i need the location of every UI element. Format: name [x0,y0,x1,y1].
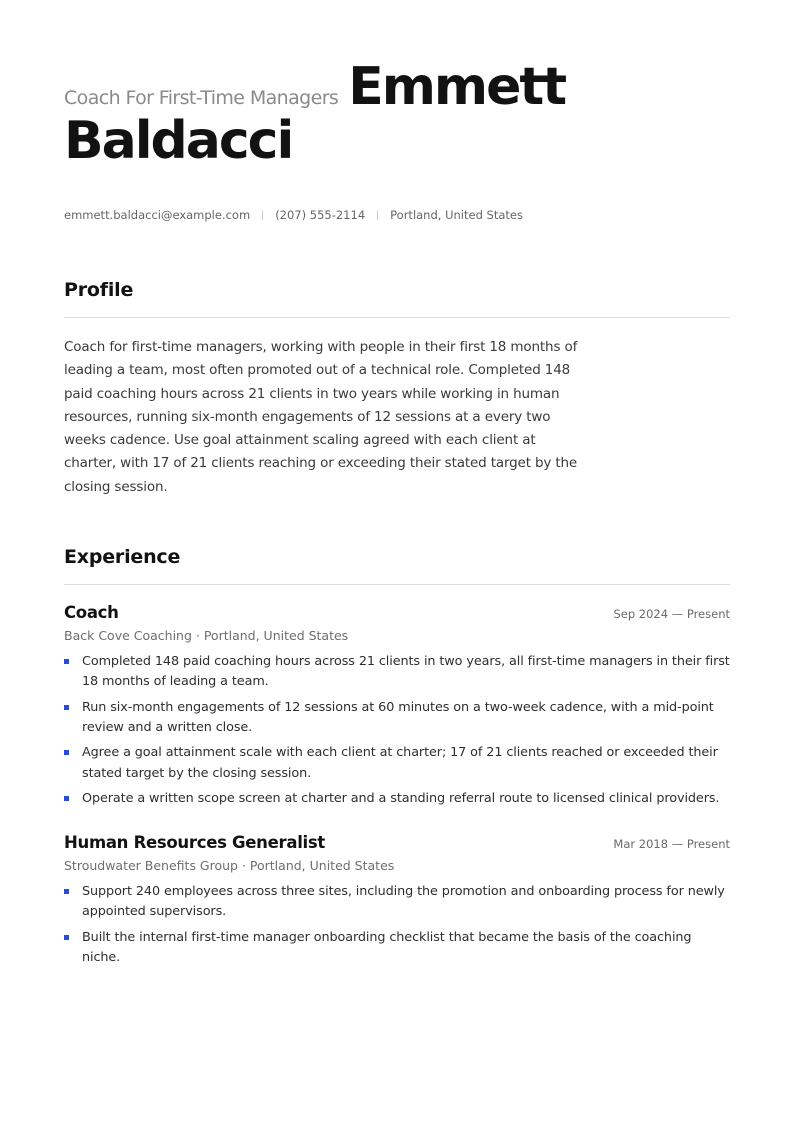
job-entry [64,833,730,968]
job-bullets [64,882,730,968]
job-organization: Back Cove Coaching · Portland, United States [64,628,349,644]
contact-bar [64,208,730,222]
bullet-square-icon [64,889,69,894]
experience-section [64,546,730,968]
bullet-square-icon [64,935,69,940]
title-line [64,57,730,117]
resume-header [64,57,730,171]
job-bullets [64,652,730,809]
bullet-square-icon [64,796,69,801]
bullet-square-icon [64,659,69,664]
contact-divider [262,210,263,220]
last-name: Baldacci [64,111,293,171]
contact-phone[interactable]: (207) 555-2114 [275,208,366,222]
profile-text: Coach for first-time managers, working with people in their first 18 months of leading a team, most often promoted out of a technical role. Completed 148 paid coaching hours across 21 clients in two years while working in human resources, running six-month engagements of 12 sessions at a every two weeks cadence. Use goal attainment scaling agreed with each client at charter, with 17 of 21 clients reaching or exceeding their stated target by the closing session. [64,339,578,495]
bullet-text: Support 240 employees across three sites, including the promotion and onboarding process for newly appointed supervisors. [82,884,725,920]
bullet-text: Run six-month engagements of 12 sessions at 60 minutes on a two-week cadence, with a mid-point review and a written close. [82,699,714,735]
profile-section [64,279,730,499]
job-header [64,833,730,852]
bullet-item [64,743,730,784]
bullet-item [64,789,730,809]
bullet-item [64,698,730,739]
job-title: Coach [64,603,119,623]
job-subtitle: Coach For First-Time Managers [64,87,339,109]
first-name: Emmett [348,57,566,117]
job-dates: Sep 2024 — Present [613,607,730,622]
contact-location: Portland, United States [390,208,523,222]
bullet-text: Operate a written scope screen at charter and a standing referral route to licensed clinical providers. [82,790,720,806]
job-dates: Mar 2018 — Present [613,837,730,852]
job-entry [64,603,730,809]
contact-email[interactable]: emmett.baldacci@example.com [64,208,251,222]
contact-divider [377,210,378,220]
job-header [64,603,730,622]
bullet-square-icon [64,705,69,710]
job-organization: Stroudwater Benefits Group · Portland, United States [64,858,395,874]
bullet-item [64,882,730,923]
bullet-square-icon [64,750,69,755]
bullet-item [64,928,730,969]
experience-heading: Experience [64,546,181,569]
bullet-text: Agree a goal attainment scale with each client at charter; 17 of 21 clients reached or exceeded their stated target by the closing session. [82,745,718,781]
section-divider [64,317,730,318]
bullet-text: Built the internal first-time manager onboarding checklist that became the basis of the coaching niche. [82,929,692,966]
bullet-text: Completed 148 paid coaching hours across 21 clients in two years, all first-time managers in their first 18 months of leading a team. [82,654,730,690]
bullet-item [64,652,730,693]
section-divider [64,584,730,585]
profile-heading: Profile [64,279,134,301]
job-title: Human Resources Generalist [64,833,326,853]
resume-page [64,57,730,973]
